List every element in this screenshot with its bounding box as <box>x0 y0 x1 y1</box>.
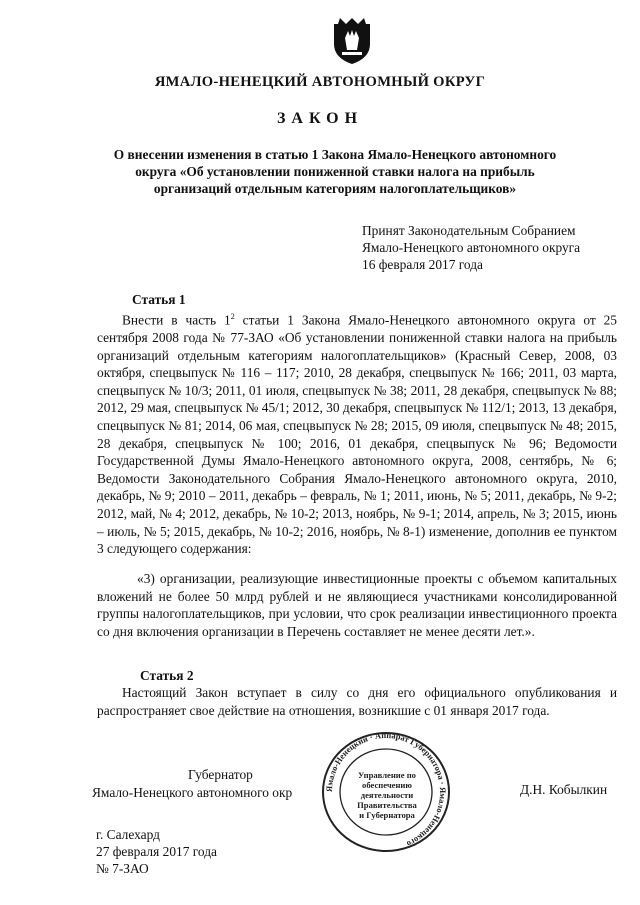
seal-ring-text: Ямало-Ненецкий · Аппарат Губернатора · Ямало-Ненецкого <box>323 730 449 850</box>
article-1-text-start: Внести в часть 1 <box>122 312 231 328</box>
signer-position-line2: Ямало-Ненецкого автономного окр <box>92 785 293 800</box>
title-line: О внесении изменения в статью 1 Закона Ямало-Ненецкого автономного <box>113 147 557 162</box>
document-type: ЗАКОН <box>276 110 364 127</box>
article-1-text-rest: статьи 1 Закона Ямало-Ненецкого автономного округа от 25 сентября 2008 года № 77-ЗАО «Об установлении пониженной ставки налога на прибыль организаций отдельным категориям налогоплательщиков» (Красный Север, 2008, 03 октября, спецвыпуск № 116 – 117; 2010, 28 декабря, спецвыпуск № 166; 2011, 03 марта, спецвыпуск № 10/3; 2011, 01 июля, спецвыпуск № 38; 2011, 28 декабря, спецвыпуск № 88; 2012, 29 мая, спецвыпуск № 45/1; 2012, 30 декабря, спецвыпуск № 112/1; 2013, 13 декабря, спецвыпуск № 81; 2014, 06 мая, спецвыпуск № 28; 2015, 09 июля, спецвыпуск № 48; 2015, 28 декабря, спецвыпуск № 100; 2016, 01 декабря, спецвыпуск № 96; Ведомости Государственной Думы Ямало-Ненецкого автономного округа, 2008, сентябрь, № 6; Ведомости Законодательного Собрания Ямало-Ненецкого автономного округа, 2010, декабрь, № 9; 2010 – 2011, декабрь – февраль, № 1; 2011, июнь, № 5; 2011, декабрь, № 9-2; 2012, май, № 4; 2012, декабрь, № 10-2; 2013, ноябрь, № 9-1; 2014, апрель, № 3; 2015, июнь – июль, № 5; 2015, декабрь, № 10-2; 2016, ноябрь, № 8-1) изменение, дополнив ее пунктом 3 следующего содержания: <box>97 312 618 557</box>
title-line: округа «Об установлении пониженной ставки налога на прибыль <box>135 164 535 179</box>
seal-line: деятельности <box>360 790 414 800</box>
region-name: ЯМАЛО-НЕНЕЦКИЙ АВТОНОМНЫЙ ОКРУГ <box>154 74 486 90</box>
signer-name: Д.Н. Кобылкин <box>520 782 608 797</box>
adoption-line: Принят Законодательным Собранием <box>362 223 576 238</box>
document-title <box>100 146 570 197</box>
seal-line: и Губернатора <box>359 810 415 820</box>
law-number: № 7-ЗАО <box>96 861 149 876</box>
seal-line: обеспечению <box>362 780 412 790</box>
place: г. Салехард <box>96 827 160 842</box>
seal-inner-text <box>352 770 422 820</box>
adoption-note <box>362 222 580 273</box>
article-1-body <box>97 308 617 558</box>
adoption-date: 16 февраля 2017 года <box>362 257 483 272</box>
coat-of-arms-icon <box>330 14 374 66</box>
adoption-line: Ямало-Ненецкого автономного округа <box>362 240 581 255</box>
article-2-text: Настоящий Закон вступает в силу со дня его официального опубликования и распространяет свое действие на отношения, возникшие с 01 января 2017 года. <box>97 685 617 718</box>
seal-line: Управление по <box>358 770 416 780</box>
article-2-heading: Статья 2 <box>140 668 194 683</box>
signer-position-line1: Губернатор <box>188 767 253 782</box>
title-line: организаций отдельным категориям налогоплательщиков» <box>153 181 517 196</box>
signing-date: 27 февраля 2017 года <box>96 844 217 859</box>
article-2-body <box>97 684 617 719</box>
seal-line: Правительства <box>357 800 417 810</box>
document-footer <box>96 826 217 877</box>
article-1-heading: Статья 1 <box>132 292 186 307</box>
article-1-quote: «3) организации, реализующие инвестиционные проекты с объемом капитальных вложений не более 50 млрд рублей и не являющиеся участниками консолидированной группы налогоплательщиков, при условии, что срок реализации инвестиционного проекта со дня включения организации в Перечень составляет не менее десяти лет.». <box>97 571 617 639</box>
article-1-superscript: 2 <box>230 312 235 321</box>
